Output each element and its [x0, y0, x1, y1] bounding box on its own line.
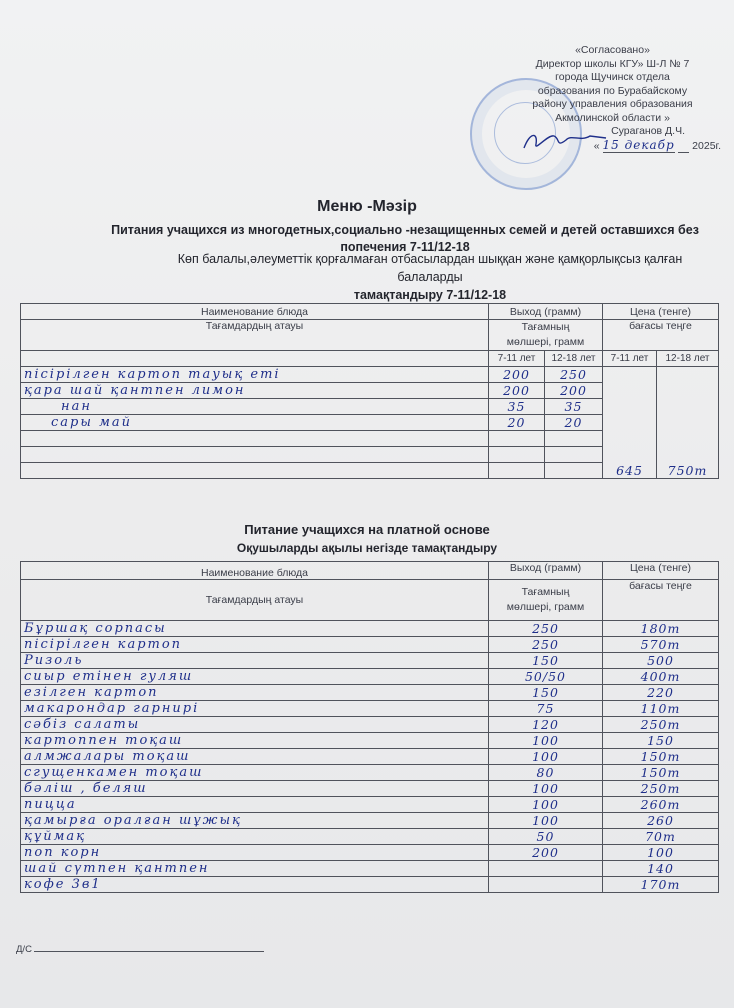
paid-row [21, 829, 719, 845]
subtitle-ru: Питания учащихся из многодетных,социально -незащищенных семей и детей оставшихся без попечения 7-11/12-18 [111, 223, 699, 254]
approval-line: «Согласовано» [575, 44, 650, 56]
paid-row-grams: 100 [489, 813, 603, 829]
paid-row-price: 400т [603, 669, 719, 685]
paid-row-grams: 120 [489, 717, 603, 733]
paid-row [21, 877, 719, 893]
col-price-ru: Цена (тенге) [603, 304, 719, 320]
free-row-empty [21, 431, 489, 447]
signature-name: Сураганов Д.Ч. [611, 125, 685, 137]
paid-row-grams [489, 861, 603, 877]
paid-row-grams: 100 [489, 797, 603, 813]
approval-line: города Щучинск отдела [555, 71, 670, 83]
col-output-ru: Выход (грамм) [489, 562, 603, 580]
free-row-g1: 20 [489, 415, 545, 431]
paid-row-name: Ризоль [21, 653, 489, 669]
paid-row [21, 717, 719, 733]
paid-row [21, 797, 719, 813]
paid-row [21, 653, 719, 669]
paid-row [21, 781, 719, 797]
approval-line: Акмолинской области » [555, 111, 670, 124]
free-row-g2: 20 [545, 415, 603, 431]
free-row-name: нан [21, 399, 489, 415]
paid-row [21, 813, 719, 829]
paid-row-grams [489, 877, 603, 893]
paid-row-name: бәліш , беляш [21, 781, 489, 797]
age-12-18-price: 12-18 лет [657, 351, 719, 367]
paid-row-grams: 200 [489, 845, 603, 861]
paid-row-price: 180т [603, 621, 719, 637]
age-7-11-output: 7-11 лет [489, 351, 545, 367]
free-row-g2: 200 [545, 383, 603, 399]
approval-line: Директор школы КГУ» Ш-Л № 7 [535, 57, 690, 70]
paid-row [21, 637, 719, 653]
paid-row-grams: 50/50 [489, 669, 603, 685]
paid-row-price: 150 [603, 733, 719, 749]
paid-row-name: пицца [21, 797, 489, 813]
paid-row-price: 150т [603, 765, 719, 781]
paid-row-name: сәбіз салаты [21, 717, 489, 733]
paid-row-grams: 150 [489, 685, 603, 701]
paid-row-price: 110т [603, 701, 719, 717]
paid-row-price: 250т [603, 781, 719, 797]
col-name-kz: Тағамдардың атауы [21, 580, 489, 621]
paid-row-name: езілген картоп [21, 685, 489, 701]
free-total-2: 750т [657, 367, 719, 479]
paid-row-price: 170т [603, 877, 719, 893]
age-12-18-output: 12-18 лет [545, 351, 603, 367]
paid-row-grams: 100 [489, 749, 603, 765]
free-row-g1: 200 [489, 367, 545, 383]
free-row-g1: 200 [489, 383, 545, 399]
paid-row [21, 749, 719, 765]
subtitle-kz: Көп балалы,әлеуметтік қорғалмаған отбасылардан шыққан және қамқорлықсыз қалған балаларды тамақтандыру 7-11/12-18 [177, 252, 683, 302]
paid-row-grams: 250 [489, 621, 603, 637]
paid-row-name: картоппен тоқаш [21, 733, 489, 749]
paid-row-name: Бұршақ сорпасы [21, 621, 489, 637]
paid-row-grams: 100 [489, 733, 603, 749]
paid-row-price: 70т [603, 829, 719, 845]
paid-row-price: 100 [603, 845, 719, 861]
paid-row [21, 621, 719, 637]
free-row-g2: 35 [545, 399, 603, 415]
age-7-11-price: 7-11 лет [603, 351, 657, 367]
approval-date: « 15 декабр 2025г. [593, 137, 721, 152]
free-row-g2: 250 [545, 367, 603, 383]
col-price-kz: бағасы теңге [603, 580, 719, 621]
age-row-spacer [21, 351, 489, 367]
col-output-kz: Тағамның мөлшері, грамм [489, 320, 603, 351]
free-row-g1: 35 [489, 399, 545, 415]
paid-row-name: сиыр етінен гуляш [21, 669, 489, 685]
free-menu-table [20, 303, 719, 479]
paid-row-price: 150т [603, 749, 719, 765]
paid-row-price: 140 [603, 861, 719, 877]
paid-section-title-kz: Оқушыларды ақылы негізде тамақтандыру [236, 541, 498, 555]
paid-row-price: 250т [603, 717, 719, 733]
paid-menu-table [20, 561, 719, 893]
col-output-kz: Тағамның мөлшері, грамм [489, 580, 603, 621]
free-row-empty [21, 447, 489, 463]
paid-section-title-ru: Питание учащихся на платной основе [244, 522, 490, 537]
paid-row-grams: 150 [489, 653, 603, 669]
paid-row-price: 570т [603, 637, 719, 653]
free-row-name: қара шай қантпен лимон [21, 383, 489, 399]
approval-line: району управления образования [532, 98, 693, 110]
approval-date-hand: 15 декабр [602, 137, 675, 152]
paid-row-grams: 250 [489, 637, 603, 653]
col-name-kz: Тағамдардың атауы [21, 320, 489, 351]
paid-row [21, 765, 719, 781]
paid-row [21, 861, 719, 877]
paid-row [21, 685, 719, 701]
paid-row [21, 669, 719, 685]
paid-row-name: сгущенкамен тоқаш [21, 765, 489, 781]
paid-row-name: шай сүтпен қантпен [21, 861, 489, 877]
paid-row-name: алмжалары тоқаш [21, 749, 489, 765]
paid-row-name: кофе 3в1 [21, 877, 489, 893]
paid-row-grams: 100 [489, 781, 603, 797]
paid-row [21, 733, 719, 749]
paid-row-name: поп корн [21, 845, 489, 861]
page-title: Меню -Мәзір [317, 198, 417, 215]
paid-row-grams: 80 [489, 765, 603, 781]
paid-row [21, 701, 719, 717]
paid-row-name: макарондар гарнирі [21, 701, 489, 717]
approval-line: образования по Бурабайскому [537, 84, 688, 97]
paid-row [21, 845, 719, 861]
col-name-ru: Наименование блюда [21, 562, 489, 580]
col-price-kz: бағасы теңге [603, 320, 719, 351]
free-row-name: пісірілген картоп тауық еті [21, 367, 489, 383]
paid-row-name: пісірілген картоп [21, 637, 489, 653]
approval-block [500, 44, 725, 153]
free-total-1: 645 [603, 367, 657, 479]
paid-row-price: 260т [603, 797, 719, 813]
footer-ds: Д/С [16, 944, 264, 955]
col-name-ru: Наименование блюда [21, 304, 489, 320]
col-output-ru: Выход (грамм) [489, 304, 603, 320]
paid-row-grams: 75 [489, 701, 603, 717]
paid-row-name: қамырға оралған шұжық [21, 813, 489, 829]
paid-row-price: 500 [603, 653, 719, 669]
paid-row-name: құймақ [21, 829, 489, 845]
col-price-ru: Цена (тенге) [603, 562, 719, 580]
paid-row-price: 220 [603, 685, 719, 701]
free-row-empty [21, 463, 489, 479]
paid-row-price: 260 [603, 813, 719, 829]
free-row-name: сары май [21, 415, 489, 431]
paid-row-grams: 50 [489, 829, 603, 845]
